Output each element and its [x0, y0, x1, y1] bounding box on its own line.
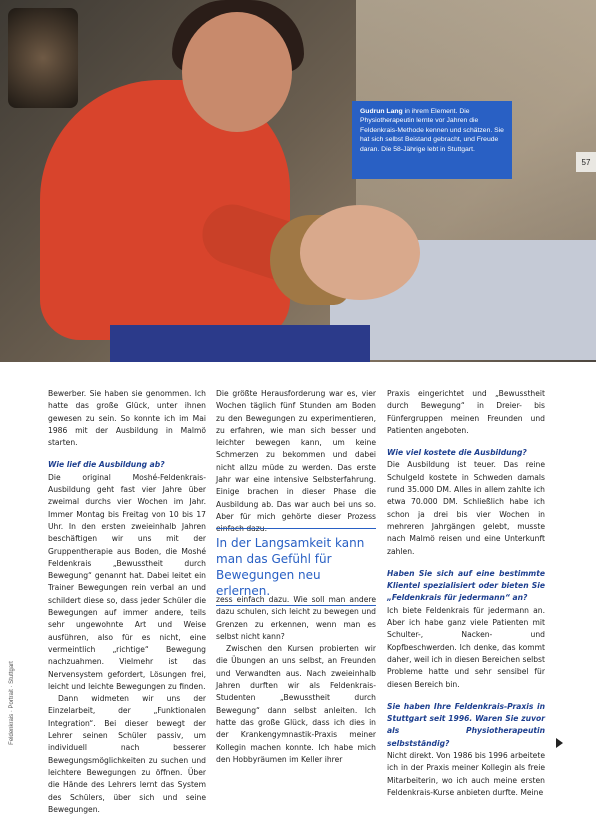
patient-head: [300, 205, 420, 300]
paragraph: Die größte Herausforderung war es, vier Wochen täglich fünf Stunden am Boden zu den Bewegungen zu experimentieren, zu erfahren, wie man sich besser und leichter bewegen kann, um keine Schmerzen zu bekommen und dabei nicht allzu müde zu werden. Das erste Jahr war eine intensive Selbsterfahrung. Einige brachen in dieser Phase die Ausbildung ab. Das war auch bei uns so. Aber für mich gehörte dieser Prozess einfach dazu.: [216, 389, 376, 534]
article-column-1: [48, 388, 206, 816]
page-number: 57: [576, 152, 596, 172]
blanket: [110, 325, 370, 362]
interview-question: Wie lief die Ausbildung ab?: [48, 460, 165, 470]
header-photo: [0, 0, 596, 362]
paragraph: Die Ausbildung ist teuer. Das reine Schulgeld kostete in Schweden damals rund 35.000 DM. Alles in allem zahlte ich etwa 70.000 DM. Schließlich habe ich schon ja drei bis vier Wochen in mehreren Jahrgängen gelebt, musste nach Malmö reisen und eine Unterkunft zahlen.: [387, 460, 545, 556]
therapist-head: [182, 12, 292, 132]
continue-arrow-icon: [556, 738, 563, 748]
article-column-3: [387, 388, 545, 799]
interview-question: Wie viel kostete die Ausbildung?: [387, 448, 527, 458]
article-column-2: [216, 388, 376, 534]
paragraph: Zwischen den Kursen probierten wir die Übungen an uns selbst, an Freunden und Verwandten aus. Nach zweieinhalb Jahren durften wir als Feldenkrais-Studenten „Bewusstheit durch Bewegung“ dann selbst anleiten. Ich hatte das große Glück, dass ich dies in der Krankengymnastik-Praxis meiner Kollegin machen konnte. Ich habe mich den Hobbyräumen im Keller ihrer: [216, 644, 376, 764]
pull-quote: In der Langsamkeit kann man das Gefühl für Bewegungen neu erlernen.: [216, 528, 376, 606]
article-column-2-continued: [216, 594, 376, 766]
paragraph: Dann widmeten wir uns der Einzelarbeit, der „Funktionalen Integration“. Bei dieser bewegt der Lehrer seinen Schüler passiv, um individuell nach besserer Bewegungsmöglichkeiten zu suchen und leichtere Bewegungen zu öffnen. Über die Hände des Lehrers lernt das System des Schülers, über sich und seine Bewegungen.: [48, 694, 206, 814]
paragraph: Die original Moshé-Feldenkrais-Ausbildung geht fast vier Jahre über zweimal durchs vier Wochen im Jahr. Immer Montag bis Freitag von 10 bis 17 Uhr. In den ersten zweieinhalb Jahren beschäftigen wir uns mit der Gruppentherapie aus Boden, die Moshé Feldenkrais „Bewusstheit durch Bewegung“ genannt hat. Dabei leitet ein Trainer Bewegungen rein verbal an und schildert diese so, dass jeder Schüler die Bewegungen auf immer andere, teils sehr ungewohnte Art und Weise ausführen, also für es nicht, eine vermeintlich „richtige“ Bewegung nachzuahmen. Vielmehr ist das Nervensystem gefordert, Lösungen frei, leicht und leichte Bewegungen zu finden.: [48, 472, 206, 691]
paragraph: Nicht direkt. Von 1986 bis 1996 arbeitete ich in der Praxis meiner Kollegin als freie Mitarbeiterin, wo ich auch meine ersten Feldenkrais-Kurse anbieten durfte. Meine: [387, 751, 545, 797]
interview-question: Sie haben Ihre Feldenkrais-Praxis in Stuttgart seit 1996. Waren Sie zuvor als Physiotherapeutin selbstständig?: [387, 701, 545, 748]
caption-name: Gudrun Lang: [360, 108, 403, 115]
interview-question: Haben Sie sich auf eine bestimmte Klientel spezialisiert oder bieten Sie „Feldenkrais für jedermann“ an?: [387, 568, 545, 603]
photo-lamp: [8, 8, 78, 108]
side-label-text: Feldenkrais · Portrait · Stuttgart: [8, 661, 15, 745]
side-label: [8, 640, 40, 780]
paragraph: Ich biete Feldenkrais für jedermann an. Aber ich habe ganz viele Patienten mit Schulter-, Nacken- und Kopfbeschwerden. Ich denke, das kommt daher, weil ich in diesen Bereichen selbst Probleme hatte und sehr sensibel für diesen Bereich bin.: [387, 605, 545, 689]
paragraph: Praxis eingerichtet und „Bewusstheit durch Bewegung“ in Dreier- bis Fünfergruppen meinen Freunden und Patienten angeboten.: [387, 389, 545, 435]
paragraph: zess einfach dazu. Wie soll man andere dazu schulen, sich leicht zu bewegen und Grenzen zu erkennen, wenn man es selbst nicht kann?: [216, 595, 376, 641]
photo-caption: [352, 101, 512, 179]
paragraph: Bewerber. Sie haben sie genommen. Ich hatte das große Glück, unter ihnen gewesen zu sein. So konnte ich im Mai 1986 mit der Ausbildung in Malmö starten.: [48, 389, 206, 448]
caption-text: in ihrem Element. Die Physiotherapeutin lernte vor Jahren die Feldenkrais-Methode kennen und schätzen. Sie hat sich selbst Beistand gebracht, und Freude daran. Die 58-Jährige lebt in Stuttgart.: [360, 108, 504, 153]
